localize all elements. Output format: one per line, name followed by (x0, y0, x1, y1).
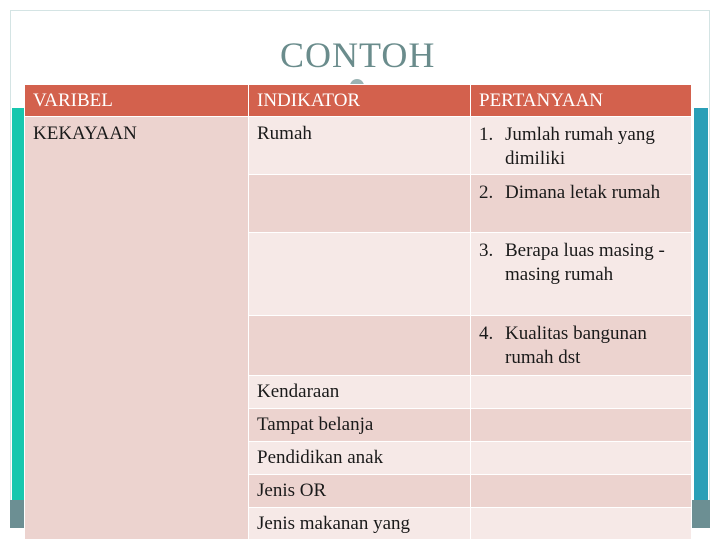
indicator-cell: Jenis OR (249, 475, 471, 508)
question-cell (471, 175, 692, 233)
variable-cell: KEKAYAAN (25, 117, 249, 540)
indicator-cell (249, 316, 471, 376)
table-header-row (25, 85, 692, 117)
question-cell (471, 117, 692, 175)
question-text: Dimana letak rumah (505, 182, 661, 203)
indicator-table (24, 84, 692, 540)
indicator-cell: Rumah (249, 117, 471, 175)
header-variabel: VARIBEL (25, 85, 249, 117)
indicator-cell: Pendidikan anak (249, 442, 471, 475)
indicator-cell: Kendaraan (249, 376, 471, 409)
question-number: 1. (479, 124, 494, 145)
question-cell (471, 409, 692, 442)
question-text: Berapa luas masing -masing rumah (505, 240, 665, 285)
question-number: 4. (479, 323, 494, 344)
question-cell (471, 508, 692, 540)
question-text: Kualitas bangunan rumah dst (505, 323, 647, 368)
indicator-cell (249, 233, 471, 316)
question-number: 2. (479, 182, 494, 203)
indicator-cell (249, 175, 471, 233)
indicator-cell: Jenis makanan yang (249, 508, 471, 540)
right-accent-bar (694, 108, 708, 526)
header-indikator: INDIKATOR (249, 85, 471, 117)
question-number: 3. (479, 240, 494, 261)
slide-title: CONTOH (280, 35, 436, 75)
question-cell (471, 376, 692, 409)
table-row (25, 117, 692, 175)
header-pertanyaan: PERTANYAAN (471, 85, 692, 117)
question-cell (471, 442, 692, 475)
question-text: Jumlah rumah yang dimiliki (505, 124, 655, 169)
question-cell (471, 475, 692, 508)
question-cell (471, 316, 692, 376)
indicator-cell: Tampat belanja (249, 409, 471, 442)
question-cell (471, 233, 692, 316)
